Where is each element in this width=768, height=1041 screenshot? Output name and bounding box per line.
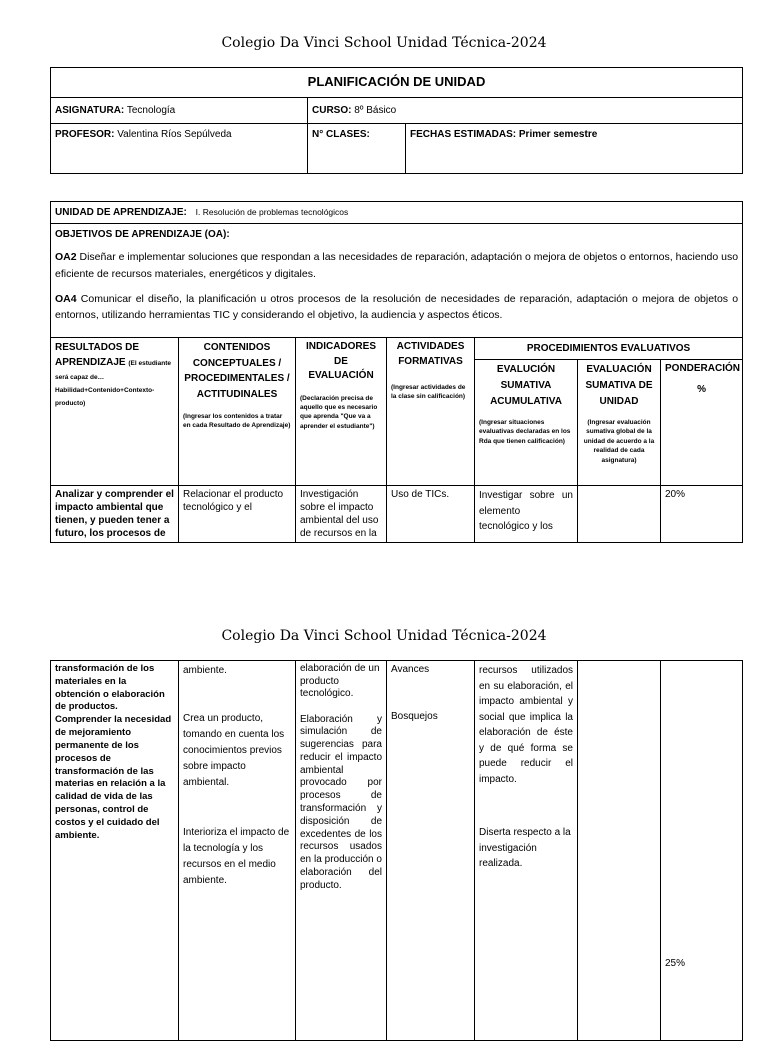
indicadores-header — [296, 338, 387, 486]
unidad-value: I. Resolución de problemas tecnológicos — [195, 207, 349, 217]
contenidos-header — [179, 338, 296, 486]
sumativa-item-1: recursos utilizados en su elaboración, el impacto ambiental y social que implica la elaboración de éste y de qué forma se puede reducir el impacto. — [479, 665, 573, 785]
school-title-page2: Colegio Da Vinci School Unidad Técnica-2024 — [221, 628, 547, 644]
unidad-cell — [51, 202, 743, 224]
oa2-paragraph — [55, 249, 738, 283]
clases-label: N° CLASES: — [308, 124, 406, 174]
resultados-note: (El estudiante será capaz de… Habilidad+Contenido+Contexto-producto) — [55, 360, 171, 407]
row1-contenidos: Relacionar el producto tecnológico y el — [179, 486, 296, 543]
row1-sumativa-cont — [475, 661, 578, 1041]
indicadores-note: (Declaración precisa de aquello que es necesario que aprenda "Que va a aprender el estudiante") — [300, 394, 378, 430]
profesor-value: Valentina Ríos Sepúlveda — [117, 129, 232, 140]
oa-title: OBJETIVOS DE APRENDIZAJE (OA): — [55, 229, 230, 240]
row1-ponderacion: 20% — [661, 486, 743, 543]
row1-ponderacion-cont — [661, 661, 743, 1041]
curso-cell — [308, 98, 743, 124]
oa4-paragraph — [55, 291, 738, 325]
asignatura-value: Tecnología — [126, 105, 176, 116]
row1-resultados-cont: transformación de los materiales en la obtención o elaboración de productos. Comprender la necesidad de mejoramiento permanente de los procesos de transformación de las materias en relación a la calidad de vida de las personas, control de costos y el cuidado del ambiente. — [51, 661, 179, 1041]
row1-indicadores-cont — [296, 661, 387, 1041]
oa2-text: Diseñar e implementar soluciones que respondan a las necesidades de reparación, adaptación o mejora de objetos o entornos, haciendo uso eficiente de recursos materiales, energéticos y digitales. — [55, 251, 739, 280]
contenidos-item-2: Crea un producto, tomando en cuenta los conocimientos previos sobre impacto ambiental. — [183, 713, 285, 788]
oa4-text: Comunicar el diseño, la planificación u otros procesos de la resolución de necesidades de reparación, adaptación o mejora de objetos o entornos, utilizando herramientas TIC y considerando el objetivo, la audiencia y aspectos éticos. — [55, 292, 739, 322]
curso-label: CURSO: — [312, 105, 352, 116]
oa2-code: OA2 — [55, 251, 77, 263]
row1-actividades-cont — [387, 661, 475, 1041]
sumativa-unidad-title: EVALUACIÓN SUMATIVA DE UNIDAD — [585, 364, 653, 407]
ponderacion-value-2: 25% — [665, 958, 686, 969]
unit-header-table — [50, 67, 743, 174]
contenidos-note: (Ingresar los contenidos a tratar en cada Resultado de Aprendizaje) — [183, 413, 291, 430]
indicadores-item-2: Elaboración y simulación de sugerencias para reducir el impacto ambiental provocado por procesos de transformación y disposición de excedentes de los recursos usados en la producción o elaboración del producto. — [300, 713, 382, 891]
row1-resultados: Analizar y comprender el impacto ambiental que tienen, y pueden tener a futuro, los procesos de — [51, 486, 179, 543]
row1-sumativa: Investigar sobre un elemento tecnológico y los — [475, 486, 578, 543]
oa4-code: OA4 — [55, 292, 77, 305]
sumativa-acumulativa-header — [475, 360, 578, 486]
resultados-title: RESULTADOS DE APRENDIZAJE — [55, 342, 140, 368]
profesor-cell — [51, 124, 308, 174]
row1-sumativa-unidad — [578, 486, 661, 543]
profesor-label: PROFESOR: — [55, 129, 115, 140]
sumativa-unidad-note: (Ingresar evaluación sumativa global de la unidad de acuerdo a la realidad de cada asignatura) — [583, 419, 655, 464]
asignatura-cell — [51, 98, 308, 124]
row1-indicadores: Investigación sobre el impacto ambiental del uso de recursos en la — [296, 486, 387, 543]
indicadores-title: INDICADORES DE EVALUACIÓN — [305, 341, 376, 381]
continued-table — [50, 660, 743, 1041]
actividades-item-2: Bosquejos — [391, 711, 438, 722]
resultados-header — [51, 338, 179, 486]
row1-contenidos-cont — [179, 661, 296, 1041]
contenidos-item-1: ambiente. — [183, 665, 227, 676]
unidad-label: UNIDAD DE APRENDIZAJE: — [55, 207, 187, 218]
actividades-note: (Ingresar actividades de la clase sin calificación) — [391, 384, 466, 401]
curso-value: 8º Básico — [354, 105, 397, 116]
sumativa-acumulativa-note: (Ingresar situaciones evaluativas declaradas en los Rda que tienen calificación) — [479, 419, 571, 445]
ponderacion-header — [661, 360, 743, 486]
row1-sumativa-unidad-cont — [578, 661, 661, 1041]
actividades-title: ACTIVIDADES FORMATIVAS — [396, 341, 465, 367]
sumativa-acumulativa-title: EVALUCIÓN SUMATIVA ACUMULATIVA — [490, 364, 562, 407]
sumativa-unidad-header — [578, 360, 661, 486]
row1-actividades: Uso de TICs. — [387, 486, 475, 543]
planificacion-title: PLANIFICACIÓN DE UNIDAD — [51, 68, 743, 98]
school-title-page1: Colegio Da Vinci School Unidad Técnica-2024 — [221, 35, 547, 51]
ponderacion-title: PONDERACIÓN — [665, 363, 741, 374]
actividades-item-1: Avances — [391, 664, 430, 675]
contenidos-item-3: Interioriza el impacto de la tecnología y los recursos en el medio ambiente. — [183, 827, 290, 886]
contenidos-title: CONTENIDOS CONCEPTUALES / PROCEDIMENTALES / ACTITUDINALES — [184, 342, 290, 400]
procedimientos-header: PROCEDIMIENTOS EVALUATIVOS — [475, 338, 743, 360]
oa-cell — [51, 224, 743, 338]
actividades-header — [387, 338, 475, 486]
ponderacion-unit: % — [697, 384, 706, 395]
indicadores-item-1: elaboración de un producto tecnológico. — [300, 663, 380, 699]
sumativa-item-2: Diserta respecto a la investigación realizada. — [479, 827, 571, 869]
unit-detail-table — [50, 201, 743, 543]
fechas-label: FECHAS ESTIMADAS: Primer semestre — [406, 124, 743, 174]
asignatura-label: ASIGNATURA: — [55, 105, 125, 116]
